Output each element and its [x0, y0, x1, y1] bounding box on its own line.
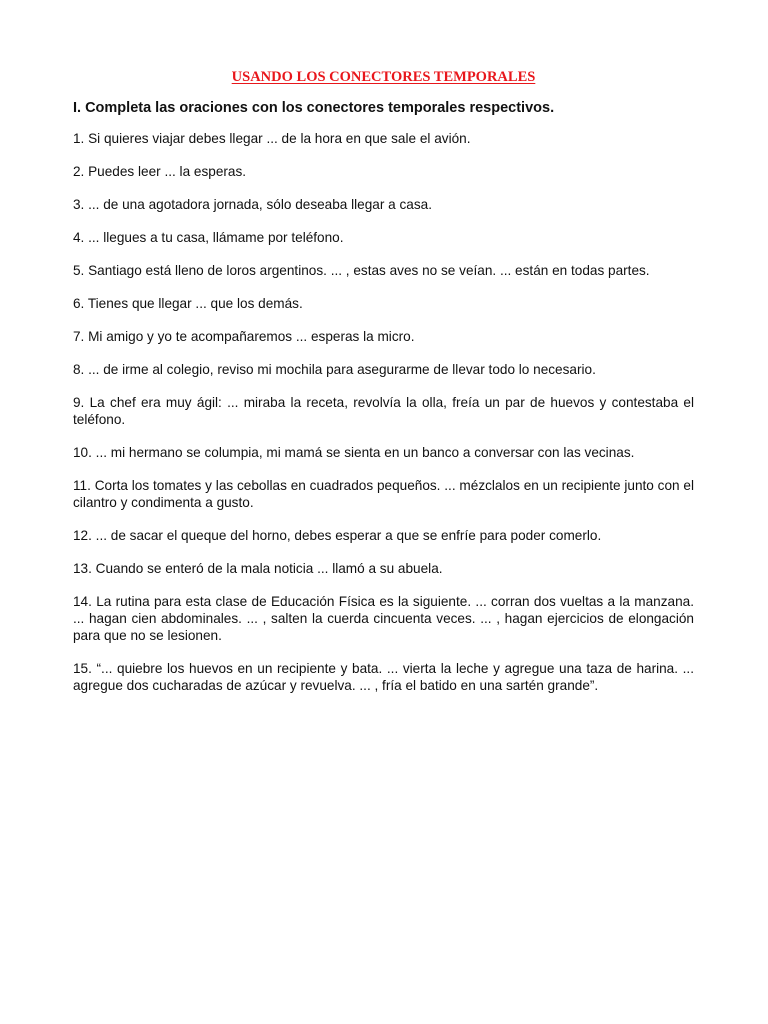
exercise-item-15: 15. “... quiebre los huevos en un recipiente y bata. ... vierta la leche y agregue una taza de harina. ... agregue dos cucharadas de azúcar y revuelva. ... , fría el batido en una sartén grande”. — [73, 661, 694, 693]
exercise-item-5: 5. Santiago está lleno de loros argentinos. ... , estas aves no se veían. ... están en todas partes. — [73, 263, 650, 278]
exercise-item-9: 9. La chef era muy ágil: ... miraba la receta, revolvía la olla, freía un par de huevos y contestaba el teléfono. — [73, 395, 694, 427]
exercise-item-7: 7. Mi amigo y yo te acompañaremos ... esperas la micro. — [73, 329, 415, 344]
exercise-item-8: 8. ... de irme al colegio, reviso mi mochila para asegurarme de llevar todo lo necesario. — [73, 362, 596, 377]
exercise-item-1: 1. Si quieres viajar debes llegar ... de la hora en que sale el avión. — [73, 131, 471, 146]
worksheet-instruction: I. Completa las oraciones con los conectores temporales respectivos. — [73, 100, 555, 116]
exercise-item-13: 13. Cuando se enteró de la mala noticia ... llamó a su abuela. — [73, 561, 443, 576]
exercise-item-6: 6. Tienes que llegar ... que los demás. — [73, 296, 303, 311]
exercise-item-2: 2. Puedes leer ... la esperas. — [73, 164, 247, 179]
worksheet-title: USANDO LOS CONECTORES TEMPORALES — [231, 69, 536, 85]
exercise-item-3: 3. ... de una agotadora jornada, sólo deseaba llegar a casa. — [73, 197, 432, 212]
exercise-item-4: 4. ... llegues a tu casa, llámame por teléfono. — [73, 230, 344, 245]
exercise-item-10: 10. ... mi hermano se columpia, mi mamá se sienta en un banco a conversar con las vecinas. — [73, 445, 635, 460]
worksheet-page — [73, 68, 694, 710]
exercise-item-14: 14. La rutina para esta clase de Educación Física es la siguiente. ... corran dos vueltas a la manzana. ... hagan cien abdominales. ... , salten la cuerda cincuenta veces. ... , hagan ejercicios de elongación para que no se lesionen. — [73, 594, 694, 643]
exercise-item-11: 11. Corta los tomates y las cebollas en cuadrados pequeños. ... mézclalos en un recipiente junto con el cilantro y condimenta a gusto. — [73, 478, 694, 510]
exercise-item-12: 12. ... de sacar el queque del horno, debes esperar a que se enfríe para poder comerlo. — [73, 528, 602, 543]
